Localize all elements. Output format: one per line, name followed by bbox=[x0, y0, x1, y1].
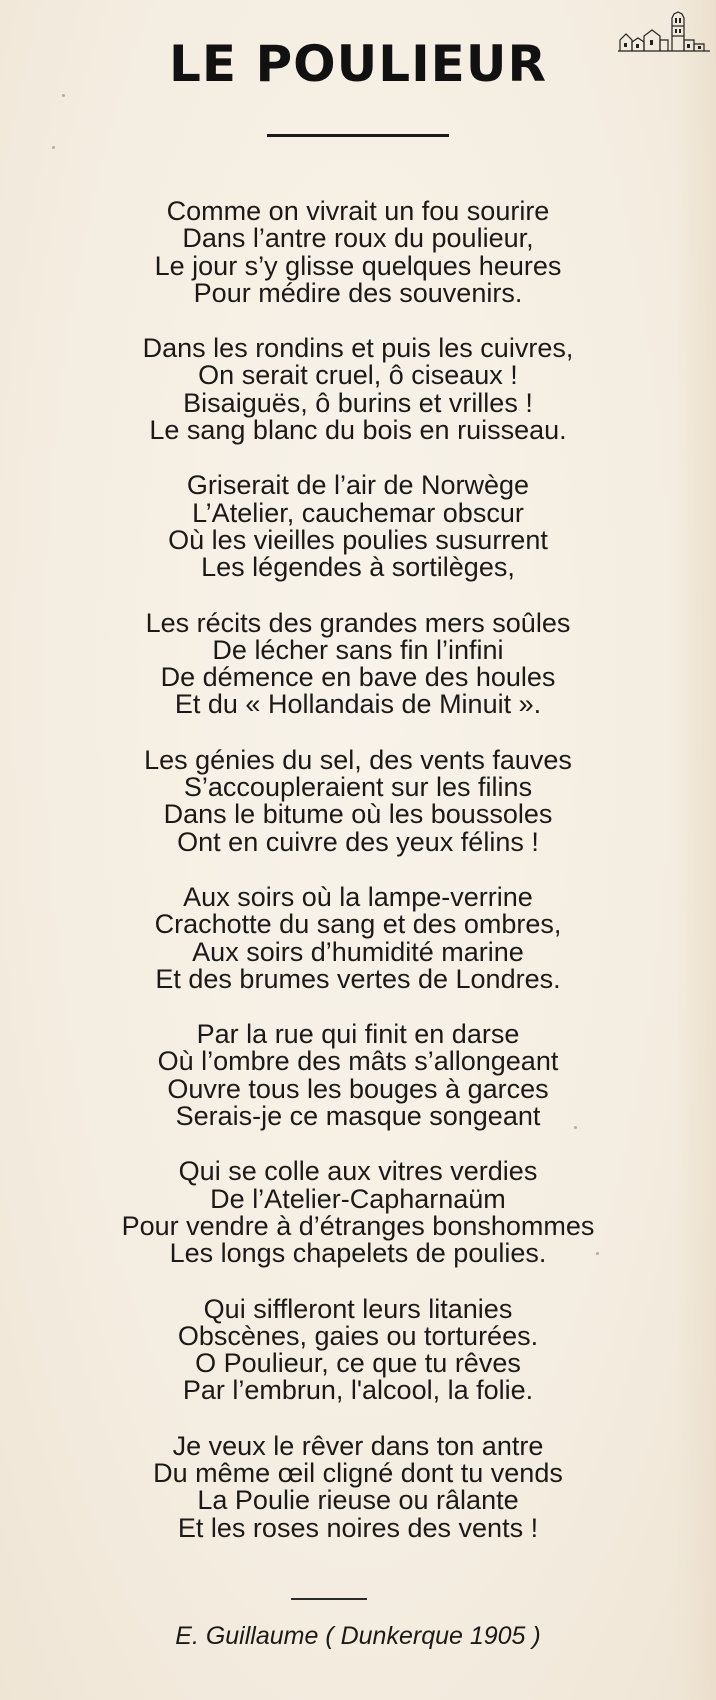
poem-line: Et des brumes vertes de Londres. bbox=[155, 963, 561, 994]
poem-line: Ouvre tous les bouges à garces bbox=[167, 1073, 549, 1104]
poem-line: La Poulie rieuse ou râlante bbox=[197, 1485, 519, 1516]
poem-line: Du même œil cligné dont tu vends bbox=[153, 1457, 563, 1488]
signature-rule bbox=[291, 1598, 367, 1600]
poem-line: Serais-je ce masque songeant bbox=[175, 1101, 541, 1132]
poem-line: Dans le bitume où les boussoles bbox=[163, 799, 553, 830]
poem-line: Le sang blanc du bois en ruisseau. bbox=[149, 415, 567, 446]
paper-speck bbox=[52, 146, 55, 149]
poem-line: Par l’embrun, l'alcool, la folie. bbox=[182, 1375, 534, 1406]
poem-line: Obscènes, gaies ou torturées. bbox=[177, 1320, 539, 1351]
poem-line: Aux soirs où la lampe-verrine bbox=[183, 881, 533, 912]
poem-line: Pour médire des souvenirs. bbox=[193, 277, 523, 308]
poem-line: De l’Atelier-Capharnaüm bbox=[210, 1183, 506, 1214]
church-town-vignette-icon bbox=[616, 10, 712, 56]
poem-stanza bbox=[0, 607, 716, 720]
poem-stanza bbox=[0, 1293, 716, 1406]
poem-line: Les légendes à sortilèges, bbox=[201, 552, 515, 583]
poem-body bbox=[0, 198, 716, 1570]
poem-stanza bbox=[0, 1021, 716, 1130]
poem-stanza bbox=[0, 1158, 716, 1267]
poem-line: De démence en bave des houles bbox=[160, 662, 556, 693]
poem-line: De lécher sans fin l’infini bbox=[212, 634, 504, 665]
poem-line: Les longs chapelets de poulies. bbox=[169, 1238, 547, 1269]
poem-line: Dans les rondins et puis les cuivres, bbox=[142, 333, 574, 364]
poem-line: Je veux le rêver dans ton antre bbox=[172, 1430, 544, 1461]
poem-stanza bbox=[0, 744, 716, 857]
title-underline bbox=[267, 134, 449, 137]
poem-line: On serait cruel, ô ciseaux ! bbox=[198, 360, 518, 391]
poem-line: Pour vendre à d’étranges bonshommes bbox=[121, 1210, 595, 1241]
poem-line: Le jour s’y glisse quelques heures bbox=[154, 250, 562, 281]
poem-line: Où l’ombre des mâts s’allongeant bbox=[157, 1046, 559, 1077]
poem-line: Les récits des grandes mers soûles bbox=[145, 607, 571, 638]
poem-line: Aux soirs d’humidité marine bbox=[192, 936, 524, 967]
poem-line: Où les vieilles poulies susurrent bbox=[168, 524, 548, 555]
poem-line: Crachotte du sang et des ombres, bbox=[154, 909, 562, 940]
poem-stanza bbox=[0, 472, 716, 581]
poem-line: Qui siffleront leurs litanies bbox=[203, 1293, 513, 1324]
poem-line: Griserait de l’air de Norwège bbox=[186, 470, 530, 501]
page-title: LE POULIEUR bbox=[169, 35, 547, 93]
poem-line: O Poulieur, ce que tu rêves bbox=[195, 1348, 521, 1379]
poem-line: Ont en cuivre des yeux félins ! bbox=[177, 826, 539, 857]
poem-line: Comme on vivrait un fou sourire bbox=[166, 196, 550, 226]
poem-stanza bbox=[0, 881, 716, 994]
poem-line: S’accoupleraient sur les filins bbox=[183, 772, 533, 803]
author-signature: E. Guillaume ( Dunkerque 1905 ) bbox=[175, 1622, 541, 1650]
poem-line: Et du « Hollandais de Minuit ». bbox=[174, 689, 542, 720]
poem-line: Et les roses noires des vents ! bbox=[177, 1512, 539, 1543]
poem-line: Bisaiguës, ô burins et vrilles ! bbox=[183, 387, 533, 418]
poem-stanza bbox=[0, 198, 716, 307]
poem-line: Par la rue qui finit en darse bbox=[196, 1019, 520, 1050]
poem-stanza bbox=[0, 1430, 716, 1543]
poem-line: Dans l’antre roux du poulieur, bbox=[182, 223, 534, 254]
poem-line: Les génies du sel, des vents fauves bbox=[144, 744, 572, 775]
poem-stanza bbox=[0, 335, 716, 444]
poem-line: Qui se colle aux vitres verdies bbox=[178, 1156, 538, 1187]
poem-line: L’Atelier, cauchemar obscur bbox=[192, 497, 524, 528]
